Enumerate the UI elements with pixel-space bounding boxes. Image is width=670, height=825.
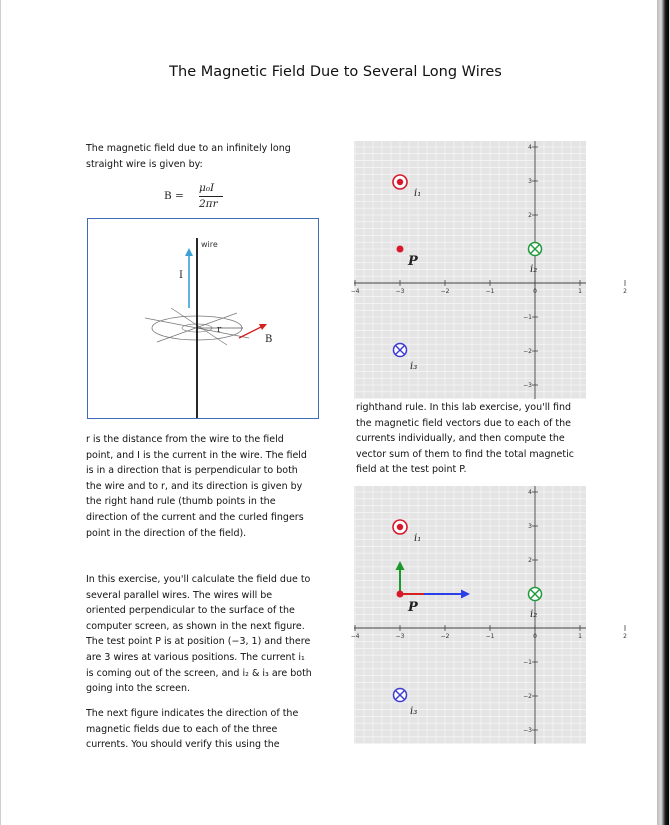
test-point-label: P [408,254,418,269]
text-line: The next figure indicates the direction of the [86,708,299,719]
y-tick-label: −1 [523,314,532,321]
text-line: going into the screen. [86,683,190,695]
text-line: currents. You should verify this using the [86,739,280,751]
text-line: vector sum of them to find the total magnetic [356,448,574,460]
wire-i1-label: i₁ [414,533,422,544]
text-line: direction of the current and the curled fingers [86,511,304,523]
text-line: righthand rule. In this lab exercise, you'll find [356,402,572,413]
x-tick-label: 1 [578,633,582,640]
y-tick-label: −1 [523,659,532,666]
current-label: I [179,270,183,281]
wire-label: wire [201,240,218,249]
biot-savart-formula [164,182,234,212]
formula-denominator: 2πr [199,198,218,210]
paragraph-next-figure [86,706,298,753]
x-tick-label: −3 [395,633,405,640]
paragraph-r-definition [86,432,307,541]
y-tick-label: 4 [528,144,532,151]
test-point-p [397,591,404,598]
wires-graph [350,141,627,399]
formula-numerator: μ₀I [199,182,215,194]
y-tick-label: −3 [523,727,532,734]
x-tick-label: −1 [485,633,495,640]
wire-i3-label: i₃ [410,706,418,717]
paragraph-exercise [86,572,312,697]
page-title: The Magnetic Field Due to Several Long Wires [169,64,502,80]
y-tick-label: −2 [523,348,532,355]
y-tick-label: 2 [528,557,532,564]
text-line: the right hand rule (thumb points in the [86,496,276,508]
text-line: point, and I is the current in the wire. The field [86,449,307,461]
x-tick-label: 0 [533,633,537,640]
text-line: oriented perpendicular to the surface of the [86,605,295,617]
wire-figure [87,218,320,420]
test-point-label: P [408,600,418,615]
y-tick-label: 3 [528,523,532,530]
text-line: In this exercise, you'll calculate the field due to [86,574,311,585]
y-tick-label: 3 [528,178,532,185]
x-tick-label: −4 [350,633,360,640]
x-tick-label: −2 [440,288,450,295]
wire-i1-label: i₁ [414,188,422,199]
test-point-p [397,246,404,253]
y-tick-label: 2 [528,212,532,219]
y-tick-label: −2 [523,693,532,700]
x-tick-label: 2 [623,288,627,295]
formula-lhs: B = [164,190,184,202]
x-tick-label: 0 [533,288,537,295]
text-line: currents individually, and then compute the [356,433,565,445]
text-line: is coming out of the screen, and i₂ & i₃ are both [86,667,312,679]
x-tick-label: 1 [578,288,582,295]
x-tick-label: 2 [623,633,627,640]
paragraph-righthand-rule [356,400,574,478]
text-line: are 3 wires at various positions. The current i₁ [86,651,305,663]
wire-i1-dot [397,179,403,185]
x-tick-label: −3 [395,288,405,295]
text-line: straight wire is given by: [86,158,203,170]
text-line: r is the distance from the wire to the field [86,434,284,445]
text-line: is in a direction that is perpendicular to both [86,465,298,477]
radius-label: r [217,325,222,335]
wire-i3-label: i₃ [410,361,418,372]
intro-paragraph [86,141,291,172]
wire-i1-dot [397,524,403,530]
text-line: the magnetic field vectors due to each of the [356,417,571,429]
text-line: The magnetic field due to an infinitely long [86,143,291,154]
wire-i2-label: i₂ [530,609,538,620]
x-tick-label: −4 [350,288,360,295]
text-line: computer screen, as shown in the next figure. [86,620,305,632]
text-line: several parallel wires. The wires will be [86,589,273,601]
fraction-bar [199,196,223,197]
x-tick-label: −2 [440,633,450,640]
text-line: The test point P is at position (−3, 1) and there [86,636,311,648]
x-tick-label: −1 [485,288,495,295]
text-line: the wire and to r, and its direction is given by [86,480,303,492]
y-tick-label: −3 [523,382,532,389]
graph-background [354,486,586,744]
wire-i2-label: i₂ [530,264,538,275]
field-vectors-graph [350,486,627,744]
text-line: field at the test point P. [356,464,467,476]
y-tick-label: 4 [528,489,532,496]
graph-background [354,141,586,399]
text-line: magnetic fields due to each of the three [86,723,278,735]
window-edge [657,0,669,825]
text-line: point in the direction of the field). [86,527,247,539]
field-label: B [265,334,273,345]
